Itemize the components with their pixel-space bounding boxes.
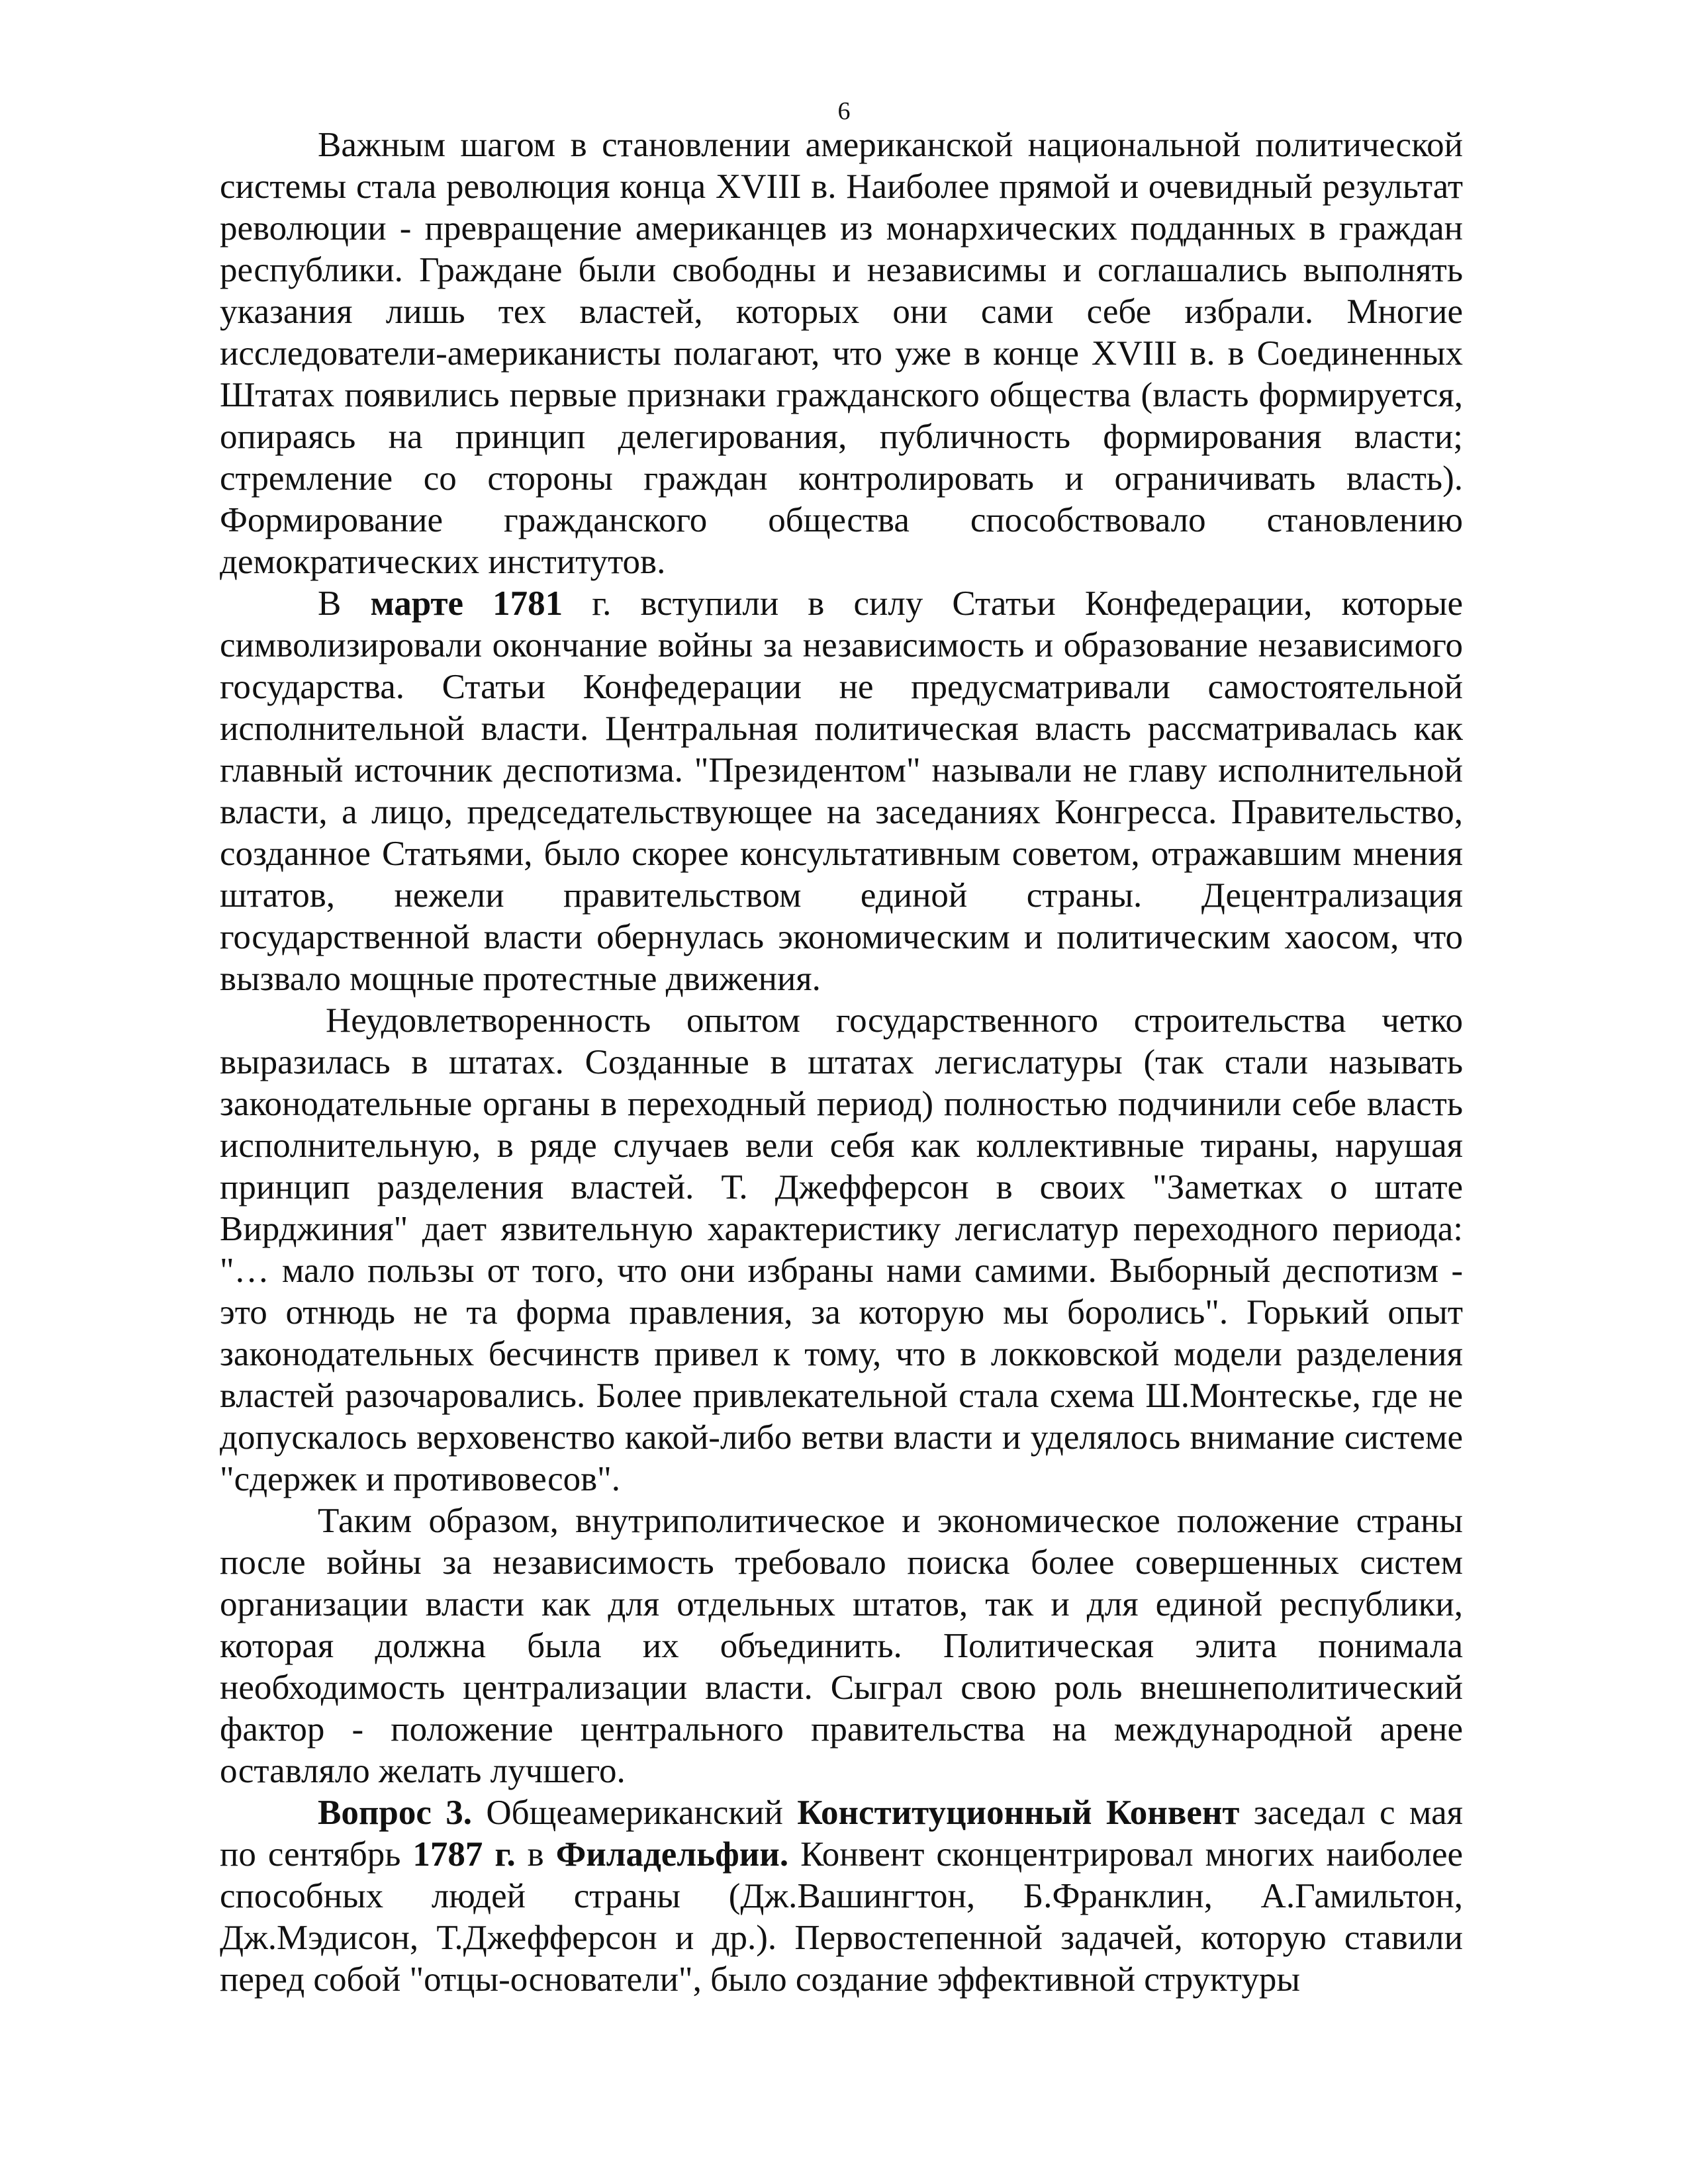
body-text bbox=[220, 124, 1463, 2001]
paragraph-text: В bbox=[318, 584, 371, 623]
paragraph-text: Неудовлетворенность опытом государственного строительства четко выразилась в штатах. Созданные в штатах легислатуры (так стали называть законодательные органы в переходный период) полностью подчинили себе власть исполнительную, в ряде случаев вели себя как коллективные тираны, нарушая принцип разделения властей. Т. Джефферсон в своих "Заметках о штате Вирджиния" дает язвительную характеристику легислатур переходного периода: "… мало пользы от того, что они избраны нами самими. Выборный деспотизм - это отнюдь не та форма правления, за которую мы боролись". Горький опыт законодательных бесчинств привел к тому, что в локковской модели разделения властей разочаровались. Более привлекательной стала схема Ш.Монтескье, где не допускалось верховенство какой-либо ветви власти и уделялось внимание системе "сдержек и противовесов". bbox=[220, 1001, 1463, 1498]
paragraph-text: заседал с мая по сентябрь bbox=[220, 1794, 1464, 1874]
bold-term: Конституционный Конвент bbox=[797, 1794, 1240, 1832]
paragraph-text: Конвент сконцентрировал многих наиболее способных людей страны (Дж.Вашингтон, Б.Франклин, А.Гамильтон, Дж.Мэдисон, Т.Джефферсон и др.). Первостепенной задачей, которую ставили перед собой "отцы-основатели", было создание эффективной структуры bbox=[220, 1835, 1464, 1999]
paragraph-text: в bbox=[515, 1835, 556, 1874]
paragraph-text: Важным шагом в становлении американской национальной политической системы стала революция конца XVIII в. Наиболее прямой и очевидный результат революции - превращение американцев из монархических подданных в граждан республики. Граждане были свободны и независимы и соглашались выполнять указания лишь тех властей, которых они сами себе избрали. Многие исследователи-американисты полагают, что уже в конце XVIII в. в Соединенных Штатах появились первые признаки гражданского общества (власть формируется, опираясь на принцип делегирования, публичность формирования власти; стремление со стороны граждан контролировать и ограничивать власть). Формирование гражданского общества способствовало становлению демократических институтов. bbox=[220, 126, 1463, 581]
bold-date: 1787 г. bbox=[412, 1835, 516, 1874]
question-heading: Вопрос 3. bbox=[318, 1794, 472, 1832]
paragraph-2 bbox=[220, 583, 1463, 1000]
paragraph-4 bbox=[220, 1500, 1463, 1792]
bold-date-phrase: марте 1781 bbox=[370, 584, 563, 623]
paragraph-5 bbox=[220, 1792, 1463, 2001]
bold-place: Филадельфии. bbox=[555, 1835, 789, 1874]
page-number: 6 bbox=[837, 97, 851, 125]
paragraph-1 bbox=[220, 124, 1463, 583]
paragraph-3 bbox=[220, 1000, 1463, 1500]
paragraph-text: Таким образом, внутриполитическое и экономическое положение страны после войны за независимость требовало поиска более совершенных систем организации власти как для отдельных штатов, так и для единой республики, которая должна была их объединить. Политическая элита понимала необходимость централизации власти. Сыграл свою роль внешнеполитический фактор - положение центрального правительства на международной арене оставляло желать лучшего. bbox=[220, 1502, 1463, 1790]
paragraph-text: Общеамериканский bbox=[472, 1794, 798, 1832]
paragraph-text: г. вступили в силу Статьи Конфедерации, которые символизировали окончание войны за независимость и образование независимого государства. Статьи Конфедерации не предусматривали самостоятельной исполнительной власти. Центральная политическая власть рассматривалась как главный источник деспотизма. "Президентом" называли не главу исполнительной власти, а лицо, председательствующее на заседаниях Конгресса. Правительство, созданное Статьями, было скорее консультативным советом, отражавшим мнения штатов, нежели правительством единой страны. Децентрализация государственной власти обернулась экономическим и политическим хаосом, что вызвало мощные протестные движения. bbox=[220, 584, 1464, 998]
